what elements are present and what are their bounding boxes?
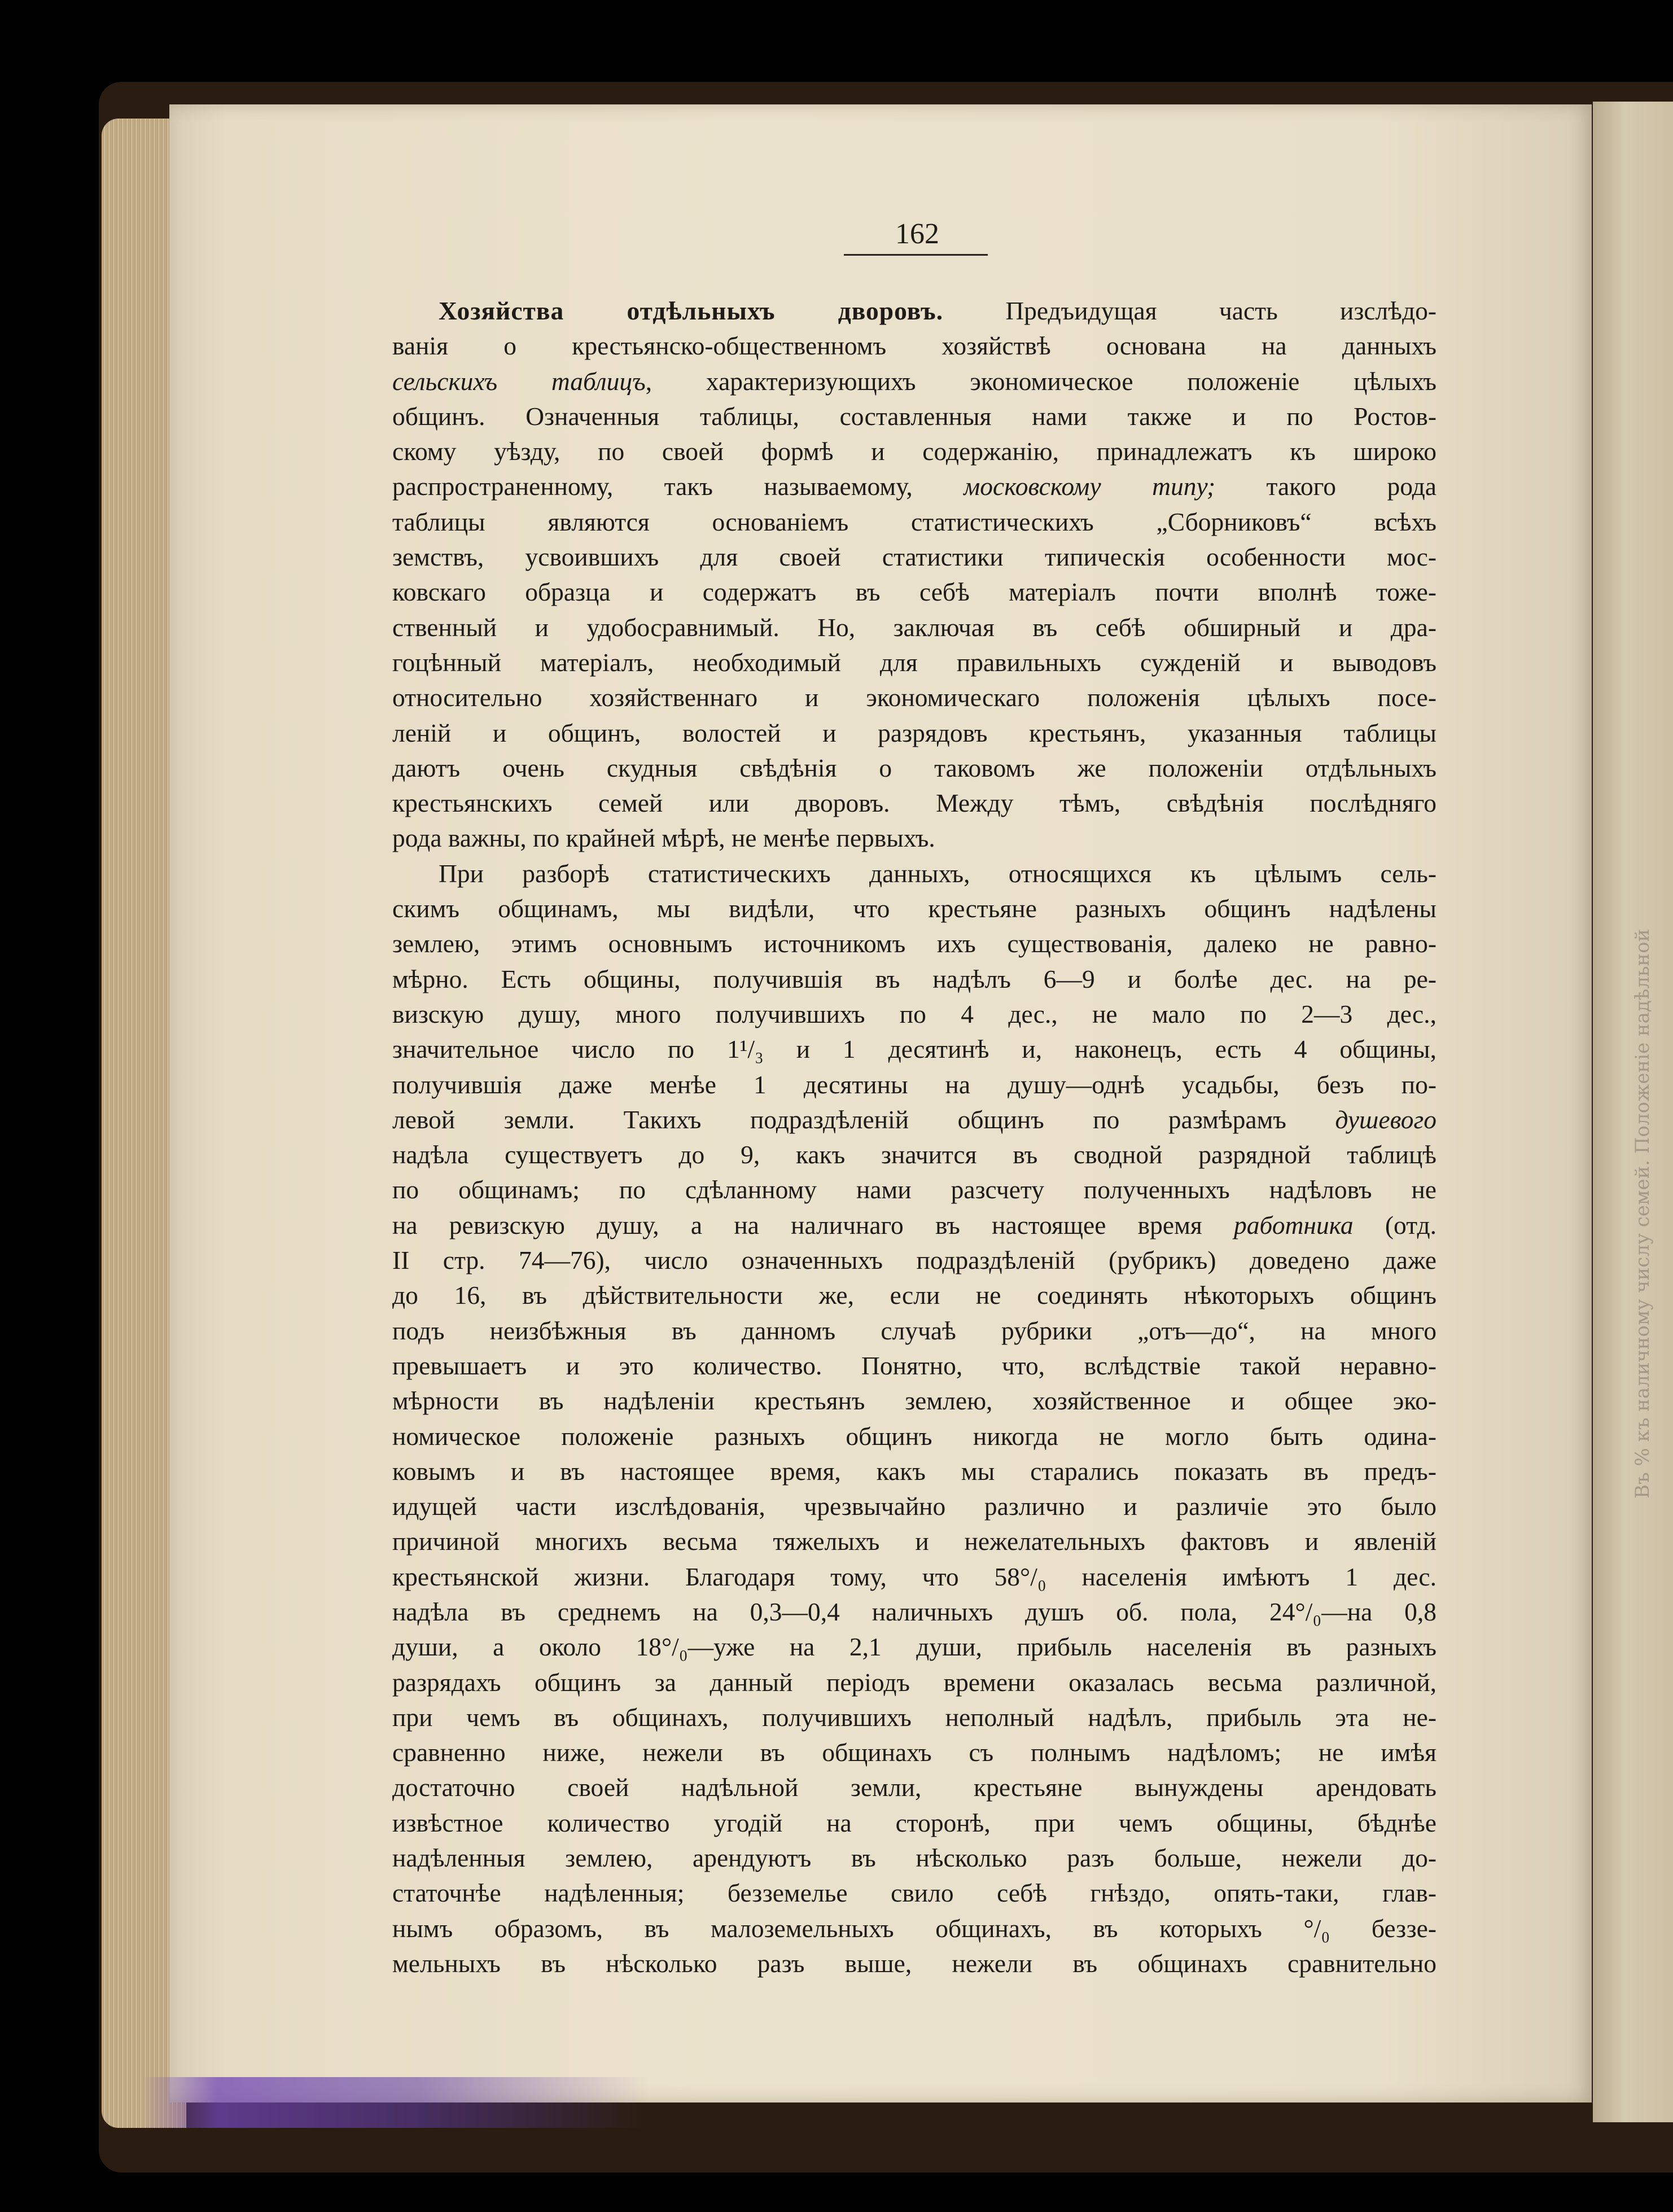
text-line: превышаетъ и это количество. Понятно, что, вслѣдствіе такой неравно- bbox=[392, 1351, 1436, 1380]
text-line: достаточно своей надѣльной земли, крестьяне вынуждены арендовать bbox=[392, 1773, 1436, 1802]
text-line: получившія даже менѣе 1 десятины на душу—однѣ усадьбы, безъ по- bbox=[392, 1070, 1436, 1099]
text-line: Хозяйства отдѣльныхъ дворовъ. Предъидущая часть изслѣдо- bbox=[439, 296, 1437, 325]
text-line: извѣстное количество угодій на сторонѣ, при чемъ общины, бѣднѣе bbox=[392, 1808, 1436, 1837]
text-line: мѣрно. Есть общины, получившія въ надѣлъ 6—9 и болѣе дес. на ре- bbox=[392, 964, 1436, 993]
text-line: надѣленныя землею, арендуютъ въ нѣсколько разъ больше, нежели до- bbox=[392, 1843, 1436, 1873]
text-line: земствъ, усвоившихъ для своей статистики типическія особенности мос- bbox=[392, 542, 1436, 572]
section-heading: Хозяйства отдѣльныхъ дворовъ. bbox=[439, 296, 944, 325]
text-line: относительно хозяйственнаго и экономическаго положенія цѣлыхъ посе- bbox=[392, 683, 1436, 712]
adjacent-page-text: Въ % къ наличному числу семей. Положеніе надѣльной bbox=[1631, 928, 1654, 1499]
text-line: крестьянскихъ семей или дворовъ. Между тѣмъ, свѣдѣнія послѣдняго bbox=[392, 789, 1436, 818]
text-line: таблицы являются основаніемъ статистическихъ „Сборниковъ“ всѣхъ bbox=[392, 507, 1436, 536]
text-line: идущей части изслѣдованія, чрезвычайно различно и различіе это было bbox=[392, 1492, 1436, 1521]
text-line: сельскихъ таблицъ, характеризующихъ экономическое положеніе цѣлыхъ bbox=[392, 366, 1436, 396]
page-number-rule bbox=[844, 254, 988, 256]
text-line: до 16, въ дѣйствительности же, если не соединять нѣкоторыхъ общинъ bbox=[392, 1281, 1436, 1310]
text-line: подъ неизбѣжныя въ данномъ случаѣ рубрики „отъ—до“, на много bbox=[392, 1316, 1436, 1345]
text-line: ственный и удобосравнимый. Но, заключая въ себѣ обширный и дра- bbox=[392, 612, 1436, 642]
text-line: ковскаго образца и содержатъ въ себѣ матеріалъ почти вполнѣ тоже- bbox=[392, 577, 1436, 607]
text-line: надѣла существуетъ до 9, какъ значится въ сводной разрядной таблицѣ bbox=[392, 1140, 1436, 1169]
text-line: статочнѣе надѣленныя; безземелье свило себѣ гнѣздо, опять-таки, глав- bbox=[392, 1878, 1436, 1908]
text-line: по общинамъ; по сдѣланному нами разсчету полученныхъ надѣловъ не bbox=[392, 1175, 1436, 1204]
text-line: надѣла въ среднемъ на 0,3—0,4 наличныхъ душъ об. пола, 24°/₀—на 0,8 bbox=[392, 1597, 1436, 1626]
text-line: разрядахъ общинъ за данный періодъ времени оказалась весьма различной, bbox=[392, 1667, 1436, 1697]
text-line: распространенному, такъ называемому, московскому типу; такого рода bbox=[392, 472, 1436, 501]
text-line: II стр. 74—76), число означенныхъ подраздѣленій (рубрикъ) доведено даже bbox=[392, 1246, 1436, 1275]
text-line: общинъ. Означенныя таблицы, составленныя нами также и по Ростов- bbox=[392, 401, 1436, 431]
text-line: на ревизскую душу, а на наличнаго въ настоящее время работника (отд. bbox=[392, 1210, 1436, 1239]
text-line: левой земли. Такихъ подраздѣленій общинъ по размѣрамъ душевого bbox=[392, 1105, 1436, 1134]
text-line: при чемъ въ общинахъ, получившихъ неполный надѣлъ, прибыль эта не- bbox=[392, 1702, 1436, 1732]
text-line: нымъ образомъ, въ малоземельныхъ общинахъ, въ которыхъ °/₀ беззе- bbox=[392, 1913, 1436, 1943]
text-line: скому уѣзду, по своей формѣ и содержанію, принадлежатъ къ широко bbox=[392, 437, 1436, 466]
text-line: землею, этимъ основнымъ источникомъ ихъ существованія, далеко не равно- bbox=[392, 929, 1436, 958]
text-line: ковымъ и въ настоящее время, какъ мы старались показать въ предъ- bbox=[392, 1456, 1436, 1486]
text-line: даютъ очень скудныя свѣдѣнія о таковомъ же положеніи отдѣльныхъ bbox=[392, 753, 1436, 782]
text-line: значительное число по 1¹/₃ и 1 десятинѣ и, наконецъ, есть 4 общины, bbox=[392, 1035, 1436, 1064]
text-line: ванія о крестьянско-общественномъ хозяйствѣ основана на данныхъ bbox=[392, 331, 1436, 361]
page-number: 162 bbox=[895, 218, 939, 250]
text-line: сравненно ниже, нежели въ общинахъ съ полнымъ надѣломъ; не имѣя bbox=[392, 1738, 1436, 1767]
text-line: При разборѣ статистическихъ данныхъ, относящихся къ цѣлымъ сель- bbox=[439, 858, 1436, 888]
text-line: мѣрности въ надѣленіи крестьянъ землею, хозяйственное и общее эко- bbox=[392, 1386, 1436, 1416]
text-line: души, а около 18°/₀—уже на 2,1 души, прибыль населенія въ разныхъ bbox=[392, 1632, 1436, 1662]
text-line: крестьянской жизни. Благодаря тому, что 58°/₀ населенія имѣютъ 1 дес. bbox=[392, 1562, 1436, 1591]
text-line: мельныхъ въ нѣсколько разъ выше, нежели въ общинахъ сравнительно bbox=[392, 1948, 1436, 1978]
text-line: гоцѣнный матеріалъ, необходимый для правильныхъ сужденій и выводовъ bbox=[392, 647, 1436, 677]
text-line: скимъ общинамъ, мы видѣли, что крестьяне разныхъ общинъ надѣлены bbox=[392, 894, 1436, 923]
text-line: визскую душу, много получившихъ по 4 дес., не мало по 2—3 дес., bbox=[392, 999, 1436, 1028]
body-text bbox=[392, 294, 1436, 1981]
text-line: причиной многихъ весьма тяжелыхъ и нежелательныхъ фактовъ и явленій bbox=[392, 1527, 1436, 1556]
text-line: номическое положеніе разныхъ общинъ никогда не могло быть одина- bbox=[392, 1421, 1436, 1451]
text-line: рода важны, по крайней мѣрѣ, не менѣе первыхъ. bbox=[392, 824, 935, 853]
text-line: леній и общинъ, волостей и разрядовъ крестьянъ, указанныя таблицы bbox=[392, 718, 1436, 747]
ink-stain bbox=[141, 2077, 649, 2128]
